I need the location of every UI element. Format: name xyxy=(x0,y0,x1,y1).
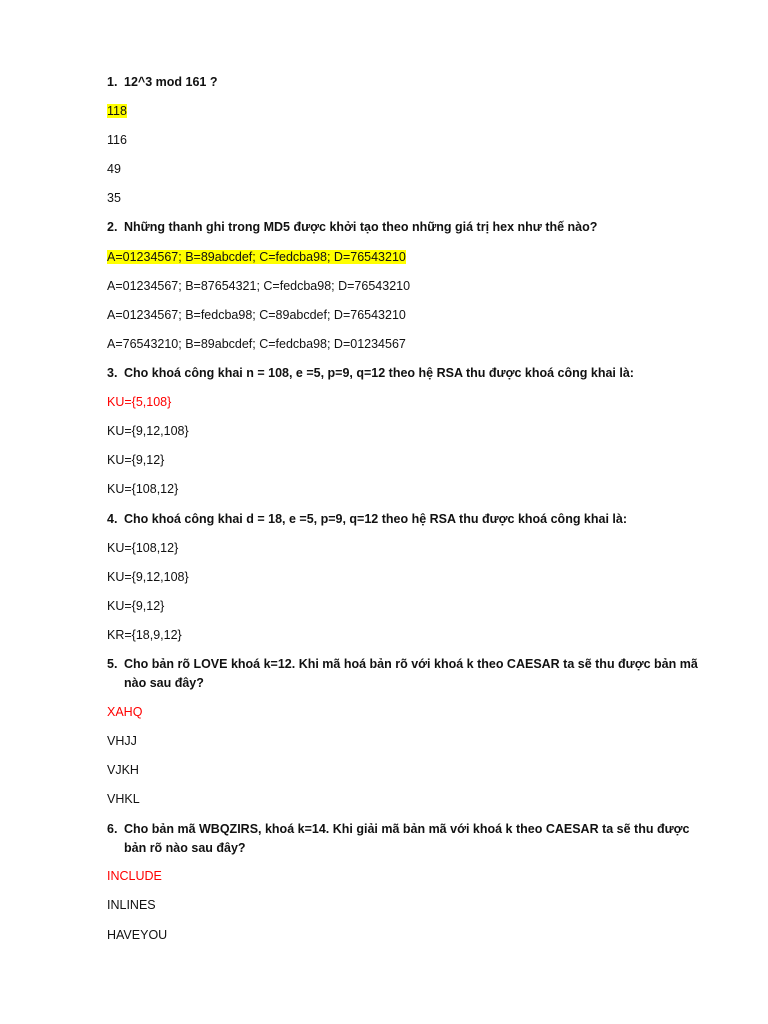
option: VHJJ xyxy=(107,734,137,748)
option: INLINES xyxy=(107,898,156,912)
option: VJKH xyxy=(107,763,139,777)
option: KU={9,12} xyxy=(107,453,165,467)
option: 35 xyxy=(107,191,121,205)
option: A=01234567; B=87654321; C=fedcba98; D=76543210 xyxy=(107,279,411,293)
option-text: 118 xyxy=(107,104,127,118)
question-number: 5. xyxy=(107,657,118,671)
option: KU={108,12} xyxy=(107,482,179,496)
question-4 xyxy=(107,510,707,529)
option-answer: KU={5,108} xyxy=(107,395,172,409)
option-answer: XAHQ xyxy=(107,705,143,719)
question-number: 2. xyxy=(107,220,118,234)
option-highlighted xyxy=(107,248,406,266)
question-text: 12^3 mod 161 ? xyxy=(124,75,218,89)
question-2 xyxy=(107,218,707,237)
option-text: A=01234567; B=89abcdef; C=fedcba98; D=76543210 xyxy=(107,250,406,264)
question-6 xyxy=(107,820,707,858)
question-number: 4. xyxy=(107,512,118,526)
question-text: Cho bản mã WBQZIRS, khoá k=14. Khi giải mã bản mã với khoá k theo CAESAR ta sẽ thu được bản rõ nào sau đây? xyxy=(124,822,690,855)
option-answer: INCLUDE xyxy=(107,869,162,883)
option: KU={9,12} xyxy=(107,599,165,613)
option: 116 xyxy=(107,133,127,147)
option: A=01234567; B=fedcba98; C=89abcdef; D=76543210 xyxy=(107,308,406,322)
question-number: 3. xyxy=(107,366,118,380)
option: KU={9,12,108} xyxy=(107,424,189,438)
question-5 xyxy=(107,655,707,693)
question-3 xyxy=(107,364,707,383)
question-text: Cho khoá công khai d = 18, e =5, p=9, q=12 theo hệ RSA thu được khoá công khai là: xyxy=(124,512,628,526)
option: HAVEYOU xyxy=(107,928,168,942)
option: VHKL xyxy=(107,792,140,806)
option: KU={108,12} xyxy=(107,541,179,555)
option: KU={9,12,108} xyxy=(107,570,189,584)
question-text: Cho bản rõ LOVE khoá k=12. Khi mã hoá bản rõ với khoá k theo CAESAR ta sẽ thu được bản mã nào sau đây? xyxy=(124,657,698,690)
option: KR={18,9,12} xyxy=(107,628,182,642)
question-1 xyxy=(107,73,707,92)
question-text: Cho khoá công khai n = 108, e =5, p=9, q=12 theo hệ RSA thu được khoá công khai là: xyxy=(124,366,634,380)
question-number: 1. xyxy=(107,75,118,89)
option-highlighted xyxy=(107,102,127,120)
question-text: Những thanh ghi trong MD5 được khởi tạo theo những giá trị hex như thế nào? xyxy=(124,220,598,234)
option: 49 xyxy=(107,162,121,176)
option: A=76543210; B=89abcdef; C=fedcba98; D=01234567 xyxy=(107,337,406,351)
question-number: 6. xyxy=(107,822,118,836)
